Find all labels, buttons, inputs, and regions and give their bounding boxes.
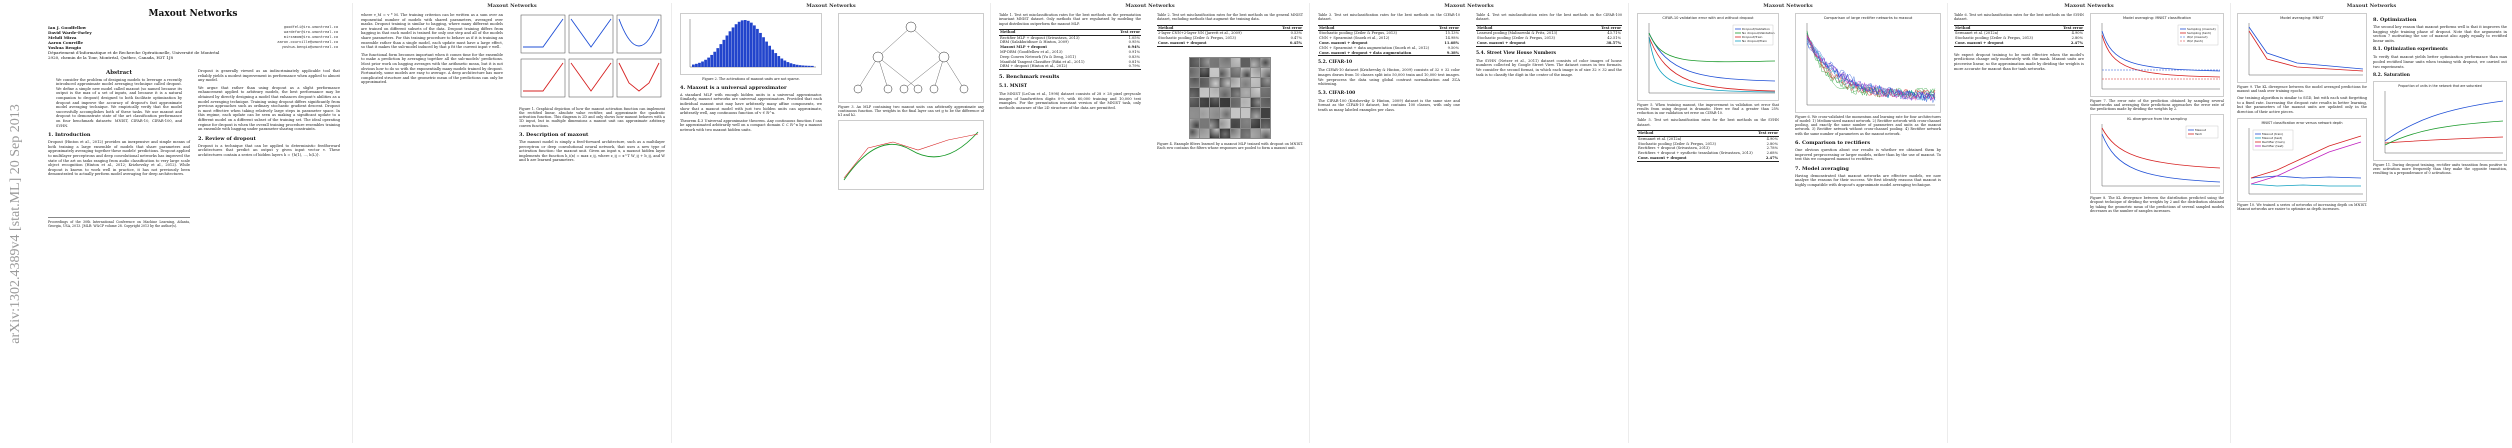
table-row: Stochastic pooling (Zeiler & Fergus, 2013) 15.13% — [1319, 31, 1459, 36]
histogram-bar — [713, 52, 716, 67]
filter-tile — [1220, 129, 1229, 138]
paragraph: The functional form becomes important when it comes time for the ensemble to make a prediction by averaging together all the sub-models' predictions. Most prior work on bagging averages with the arithmetic mean, but it is not obvious how to do so with the exponentially many models trained by dropout. Fortunately, some models are easy to average. A deep architecture has more complicated structure and the geometric mean of the predictions can only be approximated. — [361, 52, 503, 85]
histogram-bar — [719, 44, 722, 67]
histogram-bar — [802, 65, 805, 67]
svg-text:No dropout/Validation: No dropout/Validation — [1742, 31, 1775, 35]
svg-text:Dropout/Validation: Dropout/Validation — [1742, 27, 1770, 31]
filter-tile — [1210, 88, 1219, 97]
section-heading: 4. Maxout is a universal approximator — [680, 84, 787, 91]
column-left — [680, 13, 822, 136]
filter-tile — [1210, 58, 1219, 67]
svg-text:Sampling (maxout): Sampling (maxout) — [2187, 27, 2216, 31]
filter-tile — [1261, 119, 1270, 128]
table-row: Conv. maxout + dropout 38.57% — [1477, 40, 1621, 45]
table-3-caption: Table 3. Test set misclassification rates for the best methods on the CIFAR-10 dataset. — [1318, 13, 1460, 22]
histogram-bar — [756, 29, 759, 67]
author-row: Mehdi Mirza mirzamom@iro.umontreal.ca — [48, 35, 338, 40]
figure-5-caption: Figure 5. When training maxout, the improvement in validation set error that results from using dropout is dramatic. Here we find a greater than 25% reduction in our validation set error on CIFAR-10. — [1637, 102, 1779, 116]
histogram-bar — [762, 37, 765, 67]
filter-tile — [1241, 58, 1250, 67]
table-row: Stochastic pooling (Zeiler & Fergus, 2013) 42.51% — [1477, 36, 1621, 41]
page-4 — [991, 3, 1310, 443]
filter-tile — [1261, 129, 1270, 138]
filter-tile — [1241, 88, 1250, 97]
histogram-bar — [747, 21, 750, 67]
filter-tile — [1251, 108, 1260, 117]
filter-tile — [1251, 58, 1260, 67]
histogram-bar — [774, 53, 777, 67]
figure-3-caption: Figure 3. An MLP containing two maxout units can arbitrarily approximate any continuous function. The weights in the final layer can set g to be the difference of h1 and h2. — [838, 104, 984, 118]
histogram-bar — [735, 24, 738, 67]
filter-tile — [1210, 78, 1219, 87]
paragraph: Having demonstrated that maxout networks are effective models, we now analyze the reasons for their success. We first identify reasons that maxout is highly compatible with dropout's approximate model averaging technique. — [1795, 173, 1941, 188]
table-row: Stochastic pooling (Zeiler & Fergus, 2013) 2.80% — [1638, 141, 1778, 146]
filter-tile — [1251, 129, 1260, 138]
svg-text:Rectifier (test): Rectifier (test) — [2262, 143, 2284, 148]
filter-tile — [1200, 119, 1209, 128]
page-3 — [672, 3, 991, 443]
filter-tile — [1251, 119, 1260, 128]
figure-5-title: CIFAR-10 validation error with and without dropout — [1662, 16, 1754, 20]
filter-tile — [1261, 68, 1270, 77]
paragraph: We argue that rather than using dropout as a slight performance enhancement applied to arbitrary models, the best performance may be obtained by directly designing a model that enhances dropout's abilities as a model averaging technique. Training using dropout differs significantly from previous approaches such as ordinary stochastic gradient descent. Dropout is most effective when taking relatively large steps in parameter space. In this regime, each update can be seen as making a significant update to a different model on a different subset of the training set. The ideal operating regime for dropout is when the overall training procedure resembles training an ensemble with bagging under parameter sharing constraints. — [198, 85, 340, 132]
table-row: Conv. maxout + dropout + data augmentation 9.38% — [1319, 50, 1459, 55]
filter-tile — [1210, 98, 1219, 107]
column-right — [1476, 13, 1622, 80]
table-row: Maxout MLP + dropout 0.94% — [1000, 45, 1140, 50]
column-right — [2373, 13, 2507, 179]
section-heading: 2. Review of dropout — [198, 135, 256, 142]
section-heading: 8. Optimization — [2373, 17, 2417, 23]
histogram-bar — [799, 65, 802, 67]
filter-tile — [1261, 58, 1270, 67]
column-left — [2237, 13, 2367, 215]
section-heading: 5. Benchmark results — [999, 74, 1060, 81]
paragraph: The second key reason that maxout performs well is that it improves the bagging style training phase of dropout. Note that the arguments in section 7 motivating the use of maxout also apply equally to rectified linear units. — [2373, 25, 2507, 43]
author-row: Yoshua Bengio yoshua.bengio@umontreal.ca — [48, 45, 338, 50]
section-heading: 1. Introduction — [48, 132, 91, 139]
table-row: 2-layer CNN+2-layer NN (Jarrett et al., 2009) 0.53% — [1158, 31, 1302, 36]
figure-10-caption: Figure 10. We trained a series of networks of increasing depth on MNIST. Maxout networks are easier to optimize as depth increases. — [2237, 203, 2367, 212]
column-right — [838, 13, 984, 192]
filter-tile — [1200, 58, 1209, 67]
figure-5-chart — [1637, 13, 1779, 101]
svg-text:Maxout: Maxout — [2195, 128, 2207, 133]
column-right — [1795, 13, 1941, 191]
histogram-bar — [707, 58, 710, 67]
histogram-bar — [765, 42, 768, 67]
table-row: MP-DBM (Goodfellow et al., 2013) 0.91% — [1000, 50, 1140, 55]
figure-7-caption: Figure 7. The error rate of the prediction obtained by sampling several subnetworks and averaging their predictions approaches the error rate of the predictions made by dividing the weights by 2. — [2090, 98, 2224, 112]
page-6 — [1629, 3, 1948, 443]
table-row: Learned pooling (Malinowski & Fritz, 2013) 43.71% — [1477, 31, 1621, 36]
filter-tile — [1220, 98, 1229, 107]
filter-tile — [1200, 68, 1209, 77]
paragraph: We expect dropout training to be most effective when the model's predictions change only moderately with the mask. Maxout units are piecewise linear, so the approximation made by dividing the weights is more accurate for maxout than for tanh networks. — [1954, 52, 2084, 71]
filter-tile — [1190, 119, 1199, 128]
paragraph: The maxout model is simply a feed-forward architecture, such as a multilayer perceptron or deep convolutional neural network, that uses a new type of activation function: the maxout unit. Given an input x, a maxout hidden layer implements the function h_i(x) = max z_ij, where z_ij = x^T W_ij + b_ij, and W and b are learned parameters. — [519, 140, 665, 163]
filter-tile — [1251, 88, 1260, 97]
paragraph: One obvious question about our results is whether we obtained them by improved preprocessing or larger models, rather than by the use of maxout. To test this we compared maxout to rectifiers. — [1795, 148, 1941, 162]
table-2-caption: Table 2. Test set misclassification rates for the best methods on the general MNIST dataset, excluding methods that augment the training data. — [1157, 13, 1303, 22]
intro-text: Dropout (Hinton et al., 2012) provides an inexpensive and simple means of both training a large ensemble of models that share parameters and approximately averaging together these models' predictions. Dropout applied to multilayer perceptrons and deep convolutional networks has improved the state of the art on tasks ranging from audio classification to very large scale object recognition (Hinton et al., 2012; Krizhevsky et al., 2012). While dropout is known to work well in practice, it has not previously been demonstrated to actually perform model averaging for deep architectures. — [48, 140, 190, 177]
figure-8-caption: Figure 8. The KL divergence between the distribution predicted using the dropout technique of dividing the weights by 2 and the distribution obtained by taking the geometric mean of the predictions of several sampled models decreases as the number of samples increases. — [2090, 196, 2224, 213]
histogram-bar — [793, 64, 796, 67]
svg-text:Maxout (test): Maxout (test) — [2262, 135, 2283, 140]
figure-9-chart — [2237, 13, 2367, 83]
table-4: Method Test error Learned pooling (Malinowski & Fritz, 2013) 43.71% Stochastic pooling (Zeiler & Fergus, 2013) 42.51% Conv. maxout + dropout 38.57% — [1477, 25, 1621, 45]
filter-tile — [1241, 98, 1250, 107]
table-row: Rectifier MLP + dropout (Srivastava, 2013) 1.05% — [1000, 35, 1140, 40]
filter-tile — [1261, 78, 1270, 87]
histogram-bar — [811, 66, 814, 67]
table-row: Rectifiers + dropout + synthetic translation (Srivastava, 2013) 2.68% — [1638, 151, 1778, 156]
filter-tile — [1231, 119, 1240, 128]
running-head: Maxout Networks — [1444, 3, 1494, 9]
table-row: Conv. maxout + dropout 0.45% — [1158, 40, 1302, 45]
figure-1-caption: Figure 1. Graphical depiction of how the maxout activation function can implement the rectified linear, absolute value rectifier, and approximate the quadratic activation function. This diagram is 2D and only shows how maxout behaves with a 1D input, but in multiple dimensions a maxout unit can approximate arbitrary convex functions. — [519, 106, 665, 128]
histogram-bar — [744, 20, 747, 67]
histogram-bar — [777, 56, 780, 67]
filter-tile — [1220, 108, 1229, 117]
figure-7-chart — [2090, 13, 2224, 97]
histogram-bar — [787, 62, 790, 67]
paragraph: To verify that maxout yields better optimization performance than max pooled rectified linear units when training with dropout, we carried out two experiments. — [2373, 55, 2507, 69]
paragraph: where v_M = v * M. The training criterion can be written as a sum over an exponential number of models with shared parameters, averaged over masks. Dropout training is similar to bagging, where many different models are trained on different subsets of the data. Dropout training differs from bagging in that each model is trained for only one step and all of the models share parameters. For this training procedure to behave as if it is training an ensemble rather than a single model, each update must have a large effect, so that it makes the sub-model induced by that μ fit the current input v well. — [361, 13, 503, 50]
table-row: CNN + Spearmint + data augmentation (Snoek et al., 2012) 9.50% — [1319, 45, 1459, 50]
histogram-bar — [753, 25, 756, 67]
histogram-bar — [704, 60, 707, 67]
column-left — [48, 69, 190, 231]
author-row: David Warde-Farley wardefar@iro.umontreal.ca — [48, 30, 338, 35]
address: 2920, chemin de la Tour, Montréal, Québec, Canada, H3T 1J8 — [48, 55, 173, 60]
abstract-text: We consider the problem of designing models to leverage a recently introduced approximate model averaging technique called dropout. We define a simple new model called maxout (so named because its output is the max of a set of inputs, and because it is a natural companion to dropout) designed to both facilitate optimization by dropout and improve the accuracy of dropout's fast approximate model averaging technique. We empirically verify that the model successfully accomplishes both of these tasks. We use maxout and dropout to demonstrate state of the art classification performance on four benchmark datasets: MNIST, CIFAR-10, CIFAR-100, and SVHN. — [56, 77, 182, 128]
figure-3-network-diagram — [838, 13, 984, 103]
running-head: Maxout Networks — [1763, 3, 1813, 9]
filter-tile — [1231, 129, 1240, 138]
table-5-caption: Table 5. Test set misclassification rates for the best methods on the SVHN dataset. — [1637, 118, 1779, 127]
table-row: Sermanet et al. (2012a) 4.90% — [1955, 31, 2083, 36]
filter-tile — [1231, 98, 1240, 107]
filter-tile — [1190, 78, 1199, 87]
table-row: DBM (Salakhutdinov & Hinton, 2009) 0.95% — [1000, 40, 1140, 45]
table-row: Stochastic pooling (Zeiler & Fergus, 2013) 2.80% — [1955, 36, 2083, 41]
table-row: DBM + dropout (Hinton et al., 2012) 0.79% — [1000, 64, 1140, 69]
table-row: CNN + Spearmint (Snoek et al., 2012) 14.98% — [1319, 36, 1459, 41]
figure-1-activation-diagram — [519, 13, 665, 105]
histogram-bar — [796, 65, 799, 67]
histogram-bar — [701, 62, 704, 67]
figure-8-chart — [2090, 114, 2224, 194]
histogram-bar — [771, 50, 774, 67]
figure-8-title: KL divergence from the sampling — [2127, 117, 2187, 122]
filter-tile — [1190, 58, 1199, 67]
column-right — [198, 69, 340, 161]
abstract-heading: Abstract — [105, 70, 133, 76]
histogram-bar — [750, 23, 753, 67]
table-row: Sermanet et al. (2012a) 4.90% — [1638, 136, 1778, 141]
filter-tile — [1261, 98, 1270, 107]
svg-text:Maxout (train): Maxout (train) — [2262, 131, 2284, 136]
histogram-bar — [692, 65, 695, 67]
histogram-bar — [790, 63, 793, 67]
figure-6-chart — [1795, 13, 1941, 113]
running-head: Maxout Networks — [1125, 3, 1175, 9]
figure-6-title: Comparison of large rectifier networks to maxout — [1823, 16, 1913, 20]
table-5: Method Test error Sermanet et al. (2012a) 4.90% Stochastic pooling (Zeiler & Fergus, 2013) 2.80% Rectifiers + dropout (Srivastava, 2013) 2.78% Rectifiers + dropout + synthetic translation (Srivastava, 2013) 2.68% Conv. maxout + dropout 2.47% — [1638, 131, 1778, 161]
column-right — [519, 13, 665, 166]
svg-text:No dropout/Train: No dropout/Train — [1742, 39, 1767, 43]
column-left — [999, 13, 1141, 114]
running-head: Maxout Networks — [487, 3, 537, 9]
author-block — [48, 25, 338, 60]
histogram-bar — [780, 59, 783, 67]
figure-10-chart — [2237, 118, 2367, 202]
svg-text:W/2 (maxout): W/2 (maxout) — [2187, 35, 2208, 39]
filter-tile — [1241, 78, 1250, 87]
page-2 — [353, 3, 672, 443]
histogram-bar — [698, 63, 701, 67]
author-row: Aaron Courville aaron.courville@umontreal.ca — [48, 40, 338, 45]
table-6-caption: Table 6. Test set misclassification rates for the best methods on the SVHN dataset. — [1954, 13, 2084, 22]
table-row: Conv. maxout + dropout 2.47% — [1955, 40, 2083, 45]
histogram-bar — [759, 33, 762, 67]
filter-tile — [1190, 108, 1199, 117]
filter-tile — [1220, 68, 1229, 77]
running-head: Maxout Networks — [2064, 3, 2114, 9]
table-2: Method Test error 2-layer CNN+2-layer NN (Jarrett et al., 2009) 0.53% Stochastic pooling (Zeiler & Fergus, 2013) 0.47% Conv. maxout + dropout 0.45% — [1158, 25, 1302, 45]
figure-4-filter-grid — [1189, 57, 1271, 139]
filter-tile — [1241, 68, 1250, 77]
column-left — [1318, 13, 1460, 116]
table-1: Method Test error Rectifier MLP + dropout (Srivastava, 2013) 1.05% DBM (Salakhutdinov & Hinton, 2009) 0.95% Maxout MLP + dropout 0.94% MP-DBM (Goodfellow et al., 2013) 0.91% Deep Convex Network (Yu & Deng, 2011) 0.83% Manifold Tangent Classifier (Rifai et al., 2011) 0.81% DBM + dropout (Hinton et al., 2012) 0.79% — [1000, 29, 1140, 69]
paragraph: The CIFAR-10 dataset (Krizhevsky & Hinton, 2009) consists of 32 × 32 color images drawn from 10 classes split into 50,000 train and 10,000 test images. We preprocess the data using global contrast normalization and ZCA whitening. — [1318, 68, 1460, 87]
subsection-heading: 5.2. CIFAR-10 — [1318, 60, 1353, 66]
figure-10-title: MNIST classification error versus network depth — [2261, 120, 2343, 125]
histogram-bar — [729, 31, 732, 67]
histogram-bar — [726, 35, 729, 67]
figure-11-chart — [2373, 81, 2507, 161]
figure-11-caption: Figure 11. During dropout training, rectifier units transition from positive to zero activation more frequently than they make the opposite transition, resulting in a preponderance of 0 activations. — [2373, 162, 2507, 176]
column-left — [1954, 13, 2084, 74]
paragraph: Our training algorithm is similar to SGD, but with each unit forgetting to a fixed rate. Increasing the dropout rate results in better learning, but the parameters of the maxout units are updated only in the direction of their active pieces. — [2237, 96, 2367, 114]
section-heading: 3. Description of maxout — [519, 132, 589, 139]
paragraph: Dropout is generally viewed as an indiscriminately applicable tool that reliably yields a modest improvement in performance when applied to almost any model. — [198, 69, 340, 83]
page-7 — [1948, 3, 2231, 443]
figure-3-approximation-plot — [838, 120, 984, 190]
paragraph: The SVHN (Netzer et al., 2011) dataset consists of color images of house numbers collected by Google Street View. The dataset comes in two formats. We consider the second format, in which each image is of size 32 × 32 and the task is to classify the digit in the center of the image. — [1476, 58, 1622, 77]
filter-tile — [1200, 78, 1209, 87]
paragraph: Dropout is a technique that can be applied to deterministic feedforward architectures that predict an output y given input vector v. These architectures contain a series of hidden layers h = {h(1), ..., h(L)}. — [198, 143, 340, 157]
histogram-bar — [784, 61, 787, 67]
filter-tile — [1220, 58, 1229, 67]
histogram-bar — [768, 46, 771, 67]
histogram-bar — [695, 64, 698, 67]
filter-tile — [1200, 129, 1209, 138]
table-row: Conv. maxout + dropout 11.68% — [1319, 40, 1459, 45]
table-row: Conv. maxout + dropout 2.47% — [1638, 156, 1778, 161]
subsection-heading: 8.1. Optimization experiments — [2373, 47, 2448, 53]
histogram-bar — [808, 66, 811, 67]
column-left — [1637, 13, 1779, 162]
histogram-bar — [738, 22, 741, 67]
filter-tile — [1210, 108, 1219, 117]
figure-9-title: Model averaging: MNIST — [2280, 16, 2324, 20]
filter-tile — [1200, 88, 1209, 97]
figure-2-histogram — [680, 13, 822, 75]
figure-9-caption: Figure 9. The KL divergence between the model averaged predictions for maxout and tanh over training epochs. — [2237, 84, 2367, 93]
svg-text:Dropout/Train: Dropout/Train — [1742, 35, 1763, 39]
filter-tile — [1251, 78, 1260, 87]
filter-tile — [1220, 119, 1229, 128]
filter-tile — [1231, 58, 1240, 67]
filter-tile — [1251, 68, 1260, 77]
column-left — [361, 13, 503, 88]
filter-tile — [1231, 78, 1240, 87]
filter-tile — [1200, 108, 1209, 117]
filter-tile — [1231, 88, 1240, 97]
filter-tile — [1190, 98, 1199, 107]
filter-tile — [1210, 119, 1219, 128]
section-heading: 6. Comparison to rectifiers — [1795, 140, 1871, 147]
theorem: Theorem 4.3 Universal approximator theorem. Any continuous function f can be approximated arbitrarily well on a compact domain C ⊂ R^n by a maxout network with two maxout hidden units. — [680, 118, 822, 133]
author-row: Ian J. Goodfellow goodfeli@iro.umontreal.ca — [48, 25, 338, 30]
histogram-bar — [741, 20, 744, 67]
arxiv-stamp: arXiv:1302.4389v4 [stat.ML] 20 Sep 2013 — [8, 104, 23, 344]
filter-tile — [1231, 108, 1240, 117]
subsection-heading: 5.4. Street View House Numbers — [1476, 50, 1557, 56]
paper-title: Maxout Networks — [148, 9, 238, 19]
histogram-bar — [710, 55, 713, 67]
page-8 — [2231, 3, 2512, 443]
table-row: Stochastic pooling (Zeiler & Fergus, 2013) 0.47% — [1158, 36, 1302, 41]
filter-tile — [1231, 68, 1240, 77]
table-1-caption: Table 1. Test set misclassification rates for the best methods on the permutation invariant MNIST dataset. Only methods that are regularized by modeling the input distribution outperform the maxout MLP. — [999, 13, 1141, 26]
histogram-bar — [723, 40, 726, 67]
section-heading: 7. Model averaging — [1795, 165, 1849, 172]
filter-tile — [1190, 68, 1199, 77]
table-row: Deep Convex Network (Yu & Deng, 2011) 0.83% — [1000, 54, 1140, 59]
histogram-bar — [805, 66, 808, 67]
running-head: Maxout Networks — [806, 3, 856, 9]
filter-tile — [1220, 78, 1229, 87]
histogram-bar — [732, 27, 735, 67]
filter-tile — [1220, 88, 1229, 97]
filter-tile — [1241, 108, 1250, 117]
filter-tile — [1261, 88, 1270, 97]
paragraph: A standard MLP with enough hidden units is a universal approximator. Similarly, maxout networks are universal approximators. Provided that each individual maxout unit may have arbitrarily many affine components, we show that a maxout model with just two hidden units can approximate, arbitrarily well, any continuous function of v ∈ R^n. — [680, 92, 822, 116]
filter-tile — [1241, 129, 1250, 138]
figure-2-caption: Figure 2. The activations of maxout units are not sparse. — [702, 76, 800, 81]
table-3: Method Test error Stochastic pooling (Zeiler & Fergus, 2013) 15.13% CNN + Spearmint (Snoek et al., 2012) 14.98% Conv. maxout + dropout 11.68% CNN + Spearmint + data augmentation (Snoek et al., 2012) 9.50% Conv. maxout + dropout + data augmentation 9.38% — [1319, 25, 1459, 55]
figure-6-caption: Figure 6. We cross-validated the momentum and learning rate for four architectures of model: 1) Medium-sized maxout network. 2) Rectifier network with cross-channel pooling, and exactly the same number of parameters and units as the maxout network. 3) Rectifier network without cross-channel pooling. 4) Rectifier network with the same number of parameters as the maxout network. — [1795, 114, 1941, 136]
figure-4-caption: Figure 4. Example filters learned by a maxout MLP trained with dropout on MNIST. Each row contains the filters whose responses are pooled to form a maxout unit. — [1157, 141, 1303, 151]
subsection-heading: 5.1. MNIST — [999, 84, 1028, 90]
table-6: Method Test error Sermanet et al. (2012a) 4.90% Stochastic pooling (Zeiler & Fergus, 2013) 2.80% Conv. maxout + dropout 2.47% — [1955, 25, 2083, 45]
filter-tile — [1241, 119, 1250, 128]
table-4-caption: Table 4. Test set misclassification rates for the best methods on the CIFAR-100 dataset. — [1476, 13, 1622, 22]
figure-11-title: Proportion of units in the network that are saturated — [2398, 84, 2482, 89]
filter-tile — [1200, 98, 1209, 107]
filter-tile — [1190, 88, 1199, 97]
svg-text:Rectifier (train): Rectifier (train) — [2262, 139, 2285, 144]
svg-text:Tanh: Tanh — [2195, 132, 2202, 137]
histogram-bar — [716, 48, 719, 67]
filter-tile — [1261, 108, 1270, 117]
column-right — [1157, 13, 1303, 153]
footnote: Proceedings of the 30th International Conference on Machine Learning, Atlanta, Georgia, USA, 2013. JMLR: W&CP volume 28. Copyright 2013 by the author(s). — [48, 217, 190, 228]
paragraph: The MNIST (LeCun et al., 1998) dataset consists of 28 × 28 pixel greyscale images of handwritten digits 0-9, with 60,000 training and 10,000 test examples. For the permutation invariant version of the MNIST task, only methods unaware of the 2D structure of the data are permitted. — [999, 92, 1141, 111]
page-1 — [34, 3, 353, 443]
svg-text:Sampling (tanh): Sampling (tanh) — [2187, 31, 2212, 35]
paragraph: The CIFAR-100 (Krizhevsky & Hinton, 2009) dataset is the same size and format as the CIFAR-10 dataset, but contains 100 classes, with only one tenth as many labeled examples per class. — [1318, 98, 1460, 112]
table-row: Manifold Tangent Classifier (Rifai et al., 2011) 0.81% — [1000, 59, 1140, 64]
svg-text:W/2 (tanh): W/2 (tanh) — [2187, 39, 2203, 43]
filter-tile — [1251, 98, 1260, 107]
affiliation: Département d'Informatique et de Recherche Opérationelle, Université de Montréal — [48, 50, 220, 55]
table-row: Rectifiers + dropout (Srivastava, 2013) 2.78% — [1638, 146, 1778, 151]
filter-tile — [1210, 129, 1219, 138]
subsection-heading: 8.2. Saturation — [2373, 73, 2410, 79]
filter-tile — [1210, 68, 1219, 77]
filter-tile — [1190, 129, 1199, 138]
column-right — [2090, 13, 2224, 216]
running-head: Maxout Networks — [2346, 3, 2397, 9]
page-5 — [1310, 3, 1629, 443]
subsection-heading: 5.3. CIFAR-100 — [1318, 90, 1356, 96]
figure-7-title: Model averaging: MNIST classification — [2122, 16, 2192, 20]
